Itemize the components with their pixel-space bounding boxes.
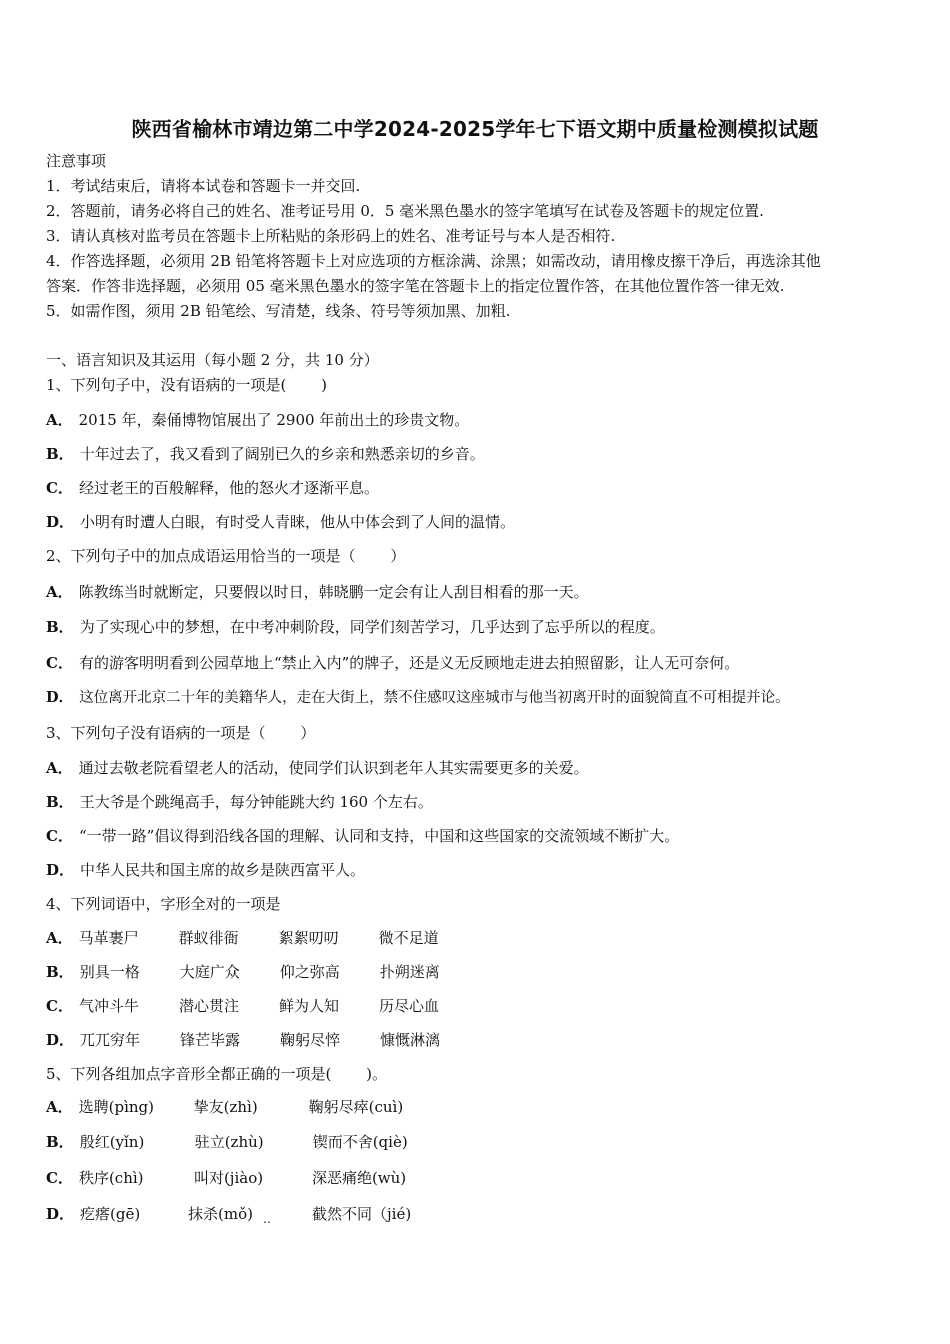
question-3-option-b: B． 王大爷是个跳绳高手，每分钟能跳大约 160 个左右。	[46, 793, 433, 811]
question-3-option-c: C． “一带一路”倡议得到沿线各国的理解、认同和支持，中国和这些国家的交流领域不断扩大。	[46, 827, 680, 845]
question-3-option-d: D． 中华人民共和国主席的故乡是陕西富平人。	[46, 861, 366, 879]
question-2-option-d: D． 这位离开北京二十年的美籍华人，走在大街上，禁不住感叹这座城市与他当初离开时的面貌简直不可相提并论。	[46, 689, 790, 706]
notice-item-1: 1．考试结束后，请将本试卷和答题卡一并交回.	[46, 177, 361, 195]
word: 疙瘩(gē)	[80, 1205, 141, 1223]
word: 殷红(yǐn)	[79, 1133, 145, 1151]
question-4-option-c: C． 气冲斗牛 潜心贯注 鲜为人知 历尽心血	[46, 997, 439, 1015]
question-1-option-a: A． 2015 年，秦俑博物馆展出了 2900 年前出土的珍贵文物。	[46, 411, 470, 429]
question-4-stem: 4、下列词语中，字形全对的一项是	[46, 895, 281, 913]
word: 气冲斗牛	[78, 997, 139, 1015]
word: 深恶痛绝(wù)	[311, 1169, 407, 1187]
section-heading-1: 一、语言知识及其运用（每小题 2 分，共 10 分）	[46, 351, 379, 369]
question-2-stem: 2、下列句子中的加点成语运用恰当的一项是（ ）	[46, 547, 406, 565]
word: 扑朔迷离	[379, 963, 440, 981]
word: 挚友(zhì)	[193, 1098, 258, 1116]
question-5-option-c: C． 秩序(chì) 叫对(jiào) 深恶痛绝(wù)	[46, 1169, 407, 1187]
word: 历尽心血	[378, 997, 439, 1015]
emphasis-dots: ‥	[263, 1212, 275, 1226]
word: 驻立(zhù)	[194, 1133, 264, 1151]
word: 抹杀(mǒ)	[188, 1205, 253, 1223]
word: 截然不同（jié)	[312, 1205, 412, 1223]
word: 鞠躬尽悴	[280, 1031, 341, 1049]
word: 锲而不舍(qiè)	[312, 1133, 408, 1151]
word: 鲜为人知	[278, 997, 339, 1015]
notice-item-3: 3．请认真核对监考员在答题卡上所粘贴的条形码上的姓名、准考证号与本人是否相符.	[46, 227, 616, 245]
word: 群蚁徘衙	[178, 929, 239, 947]
question-2-option-a: A． 陈教练当时就断定，只要假以时日，韩晓鹏一定会有让人刮目相看的那一天。	[46, 583, 589, 601]
notice-item-4-cont: 答案．作答非选择题，必须用 05 毫米黑色墨水的签字笔在答题卡上的指定位置作答，在其他位置作答一律无效.	[46, 277, 785, 295]
question-5-option-b: B． 殷红(yǐn) 驻立(zhù) 锲而不舍(qiè)	[46, 1133, 408, 1151]
word: 仰之弥高	[279, 963, 340, 981]
question-5-option-a: A． 选聘(pìng) 挚友(zhì) 鞠躬尽瘁(cuì)	[46, 1098, 404, 1116]
word: 微不足道	[378, 929, 439, 947]
word: 絮絮叨叨	[278, 929, 339, 947]
word: 潜心贯注	[178, 997, 239, 1015]
question-1-stem: 1、下列句子中，没有语病的一项是( )	[46, 376, 328, 394]
notice-heading: 注意事项	[46, 152, 107, 170]
question-2-option-c: C． 有的游客明明看到公园草地上“禁止入内”的牌子，还是义无反顾地走进去拍照留影，让人无可奈何。	[46, 654, 740, 672]
page-title: 陕西省榆林市靖边第二中学2024-2025学年七下语文期中质量检测模拟试题	[131, 117, 819, 141]
question-4-option-a: A． 马革裹尸 群蚁徘衙 絮絮叨叨 微不足道	[46, 929, 439, 947]
word: 叫对(jiào)	[193, 1169, 264, 1187]
question-5-option-d: D． 疙瘩(gē) 抹杀(mǒ) 截然不同（jié)	[46, 1205, 412, 1223]
question-5-stem: 5、下列各组加点字音形全都正确的一项是( )。	[46, 1065, 388, 1083]
notice-item-5: 5．如需作图，须用 2B 铅笔绘、写清楚，线条、符号等须加黑、加粗.	[46, 302, 511, 320]
question-1-option-b: B． 十年过去了，我又看到了阔别已久的乡亲和熟悉亲切的乡音。	[46, 445, 485, 463]
question-1-option-c: C． 经过老王的百般解释，他的怒火才逐渐平息。	[46, 479, 379, 497]
word: 慷慨淋漓	[380, 1031, 441, 1049]
word: 马革裹尸	[78, 929, 139, 947]
question-1-option-d: D． 小明有时遭人白眼，有时受人青睐，他从中体会到了人间的温情。	[46, 513, 516, 531]
word: 大庭广众	[179, 963, 240, 981]
word: 鞠躬尽瘁(cuì)	[308, 1098, 404, 1116]
question-3-option-a: A． 通过去敬老院看望老人的活动，使同学们认识到老年人其实需要更多的关爱。	[46, 759, 589, 777]
question-2-option-b: B． 为了实现心中的梦想，在中考冲刺阶段，同学们刻苦学习，几乎达到了忘乎所以的程度。	[46, 618, 665, 636]
notice-item-4: 4．作答选择题，必须用 2B 铅笔将答题卡上对应选项的方框涂满、涂黑；如需改动，请用橡皮擦干净后，再选涂其他	[46, 252, 821, 270]
word: 兀兀穷年	[80, 1031, 141, 1049]
question-4-option-d: D． 兀兀穷年 锋芒毕露 鞠躬尽悴 慷慨淋漓	[46, 1031, 441, 1049]
word: 秩序(chì)	[78, 1169, 144, 1187]
word: 选聘(pìng)	[78, 1098, 155, 1116]
word: 别具一格	[79, 963, 140, 981]
question-4-option-b: B． 别具一格 大庭广众 仰之弥高 扑朔迷离	[46, 963, 440, 981]
question-3-stem: 3、下列句子没有语病的一项是（ ）	[46, 724, 316, 742]
notice-item-2: 2．答题前，请务必将自己的姓名、准考证号用 0．5 毫米黑色墨水的签字笔填写在试卷及答题卡的规定位置.	[46, 202, 764, 220]
word: 锋芒毕露	[180, 1031, 241, 1049]
